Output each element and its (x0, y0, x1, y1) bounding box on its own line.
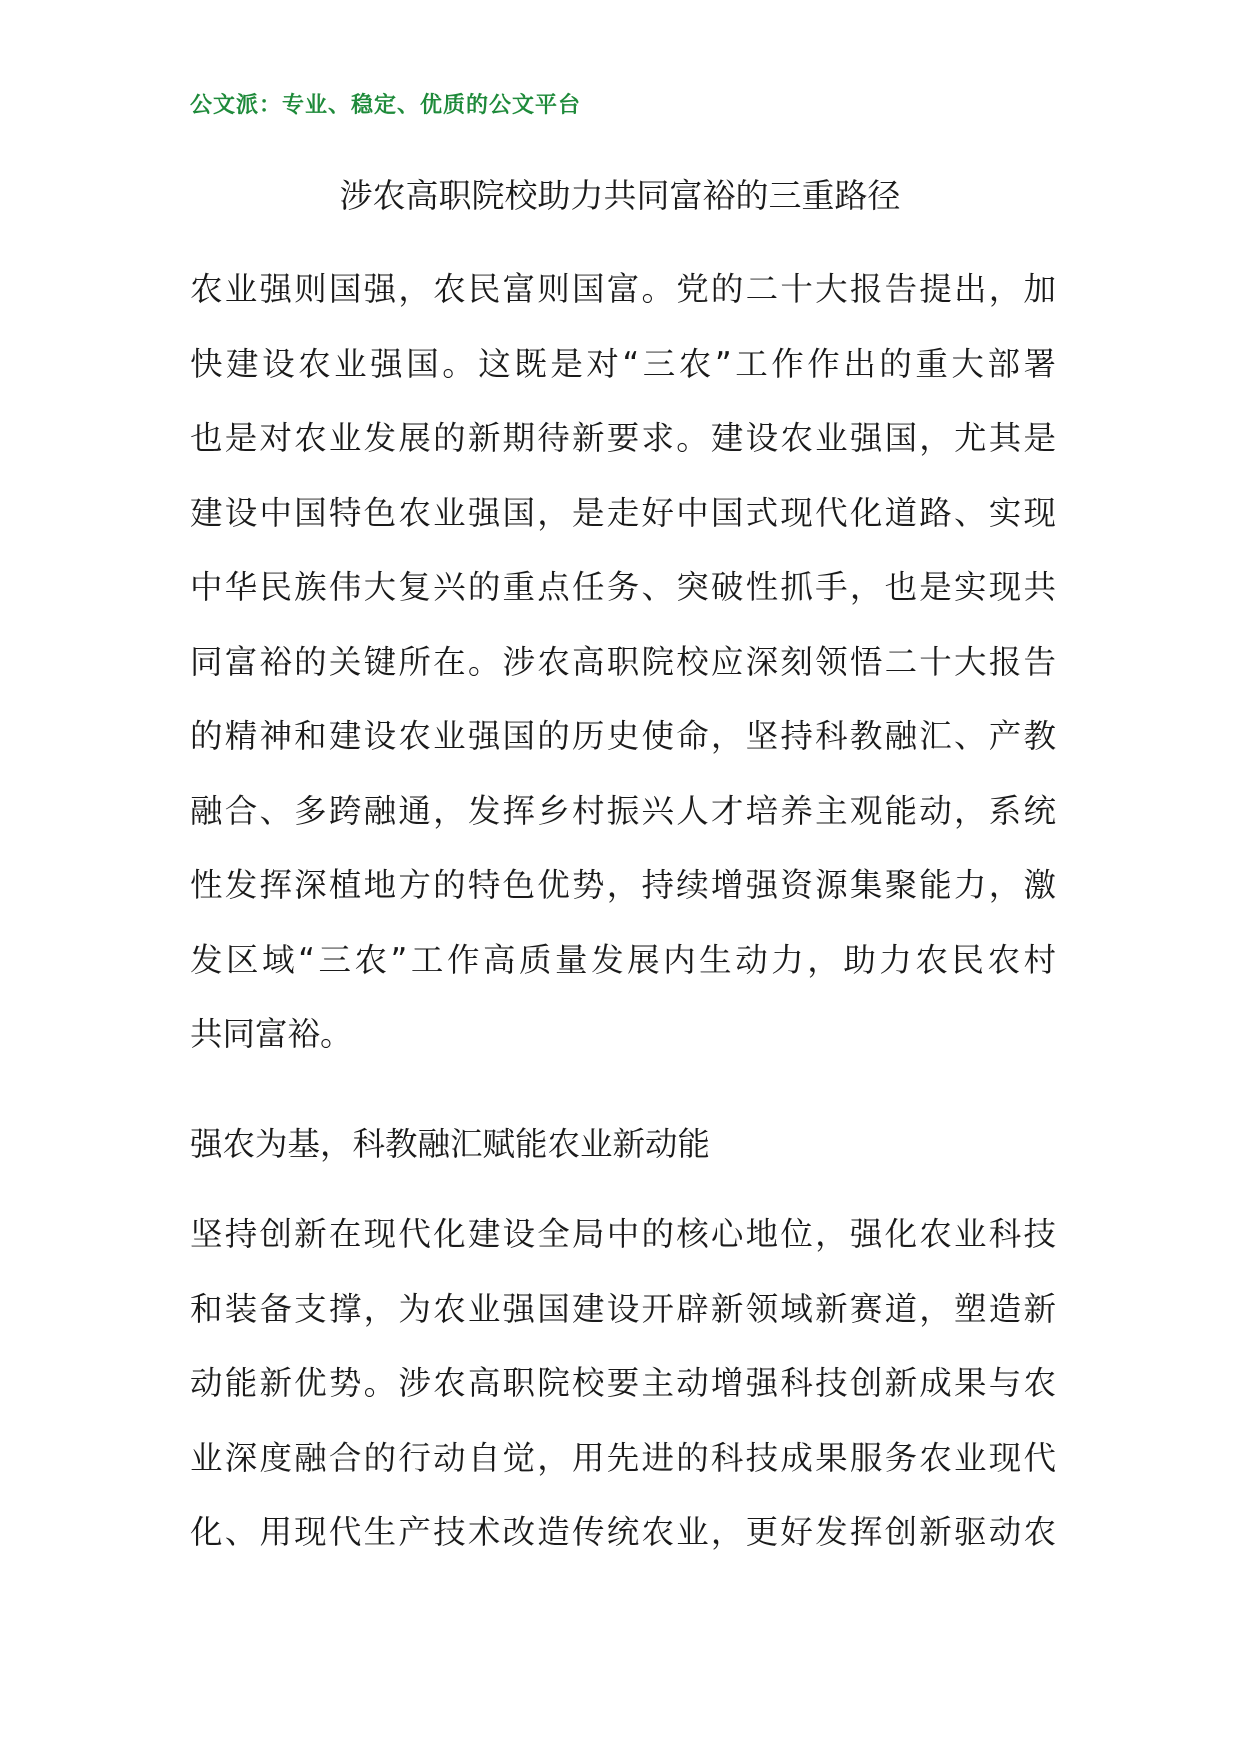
paragraph-line: 化、用现代生产技术改造传统农业，更好发挥创新驱动农 (190, 1513, 1056, 1551)
paragraph-line: 也是对农业发展的新期待新要求。建设农业强国，尤其是 (190, 419, 1056, 457)
paragraph-line: 和装备支撑，为农业强国建设开辟新领域新赛道，塑造新 (190, 1289, 1056, 1328)
paragraph-2 (190, 1197, 1056, 1570)
paragraph-line: 发区域“三农”工作高质量发展内生动力，助力农民农村 (190, 940, 1056, 979)
paragraph-line: 融合、多跨融通，发挥乡村振兴人才培养主观能动，系统 (190, 791, 1056, 830)
paragraph-line: 快建设农业强国。这既是对“三农”工作作出的重大部署 (190, 344, 1056, 383)
document-title: 涉农高职院校助力共同富裕的三重路径 (339, 176, 901, 215)
paragraph-1 (190, 252, 1056, 1072)
paragraph-line: 同富裕的关键所在。涉农高职院校应深刻领悟二十大报告 (190, 642, 1056, 681)
paragraph-line: 坚持创新在现代化建设全局中的核心地位，强化农业科技 (190, 1215, 1056, 1253)
paragraph-line: 的精神和建设农业强国的历史使命，坚持科教融汇、产教 (190, 717, 1056, 755)
paragraph-line: 动能新优势。涉农高职院校要主动增强科技创新成果与农 (190, 1364, 1056, 1402)
paragraph-line: 建设中国特色农业强国，是走好中国式现代化道路、实现 (190, 493, 1056, 532)
header-brand: 公文派：专业、稳定、优质的公文平台 (190, 93, 582, 118)
section-heading (190, 1107, 1056, 1182)
section-heading-text: 强农为基，科教融汇赋能农业新动能 (190, 1125, 711, 1163)
paragraph-line: 中华民族伟大复兴的重点任务、突破性抓手，也是实现共 (190, 568, 1056, 606)
paragraph-line: 农业强则国强，农民富则国富。党的二十大报告提出，加 (190, 270, 1056, 308)
paragraph-line: 性发挥深植地方的特色优势，持续增强资源集聚能力，激 (190, 866, 1056, 904)
paragraph-line: 共同富裕。 (190, 1015, 353, 1053)
paragraph-line: 业深度融合的行动自觉，用先进的科技成果服务农业现代 (190, 1438, 1056, 1477)
